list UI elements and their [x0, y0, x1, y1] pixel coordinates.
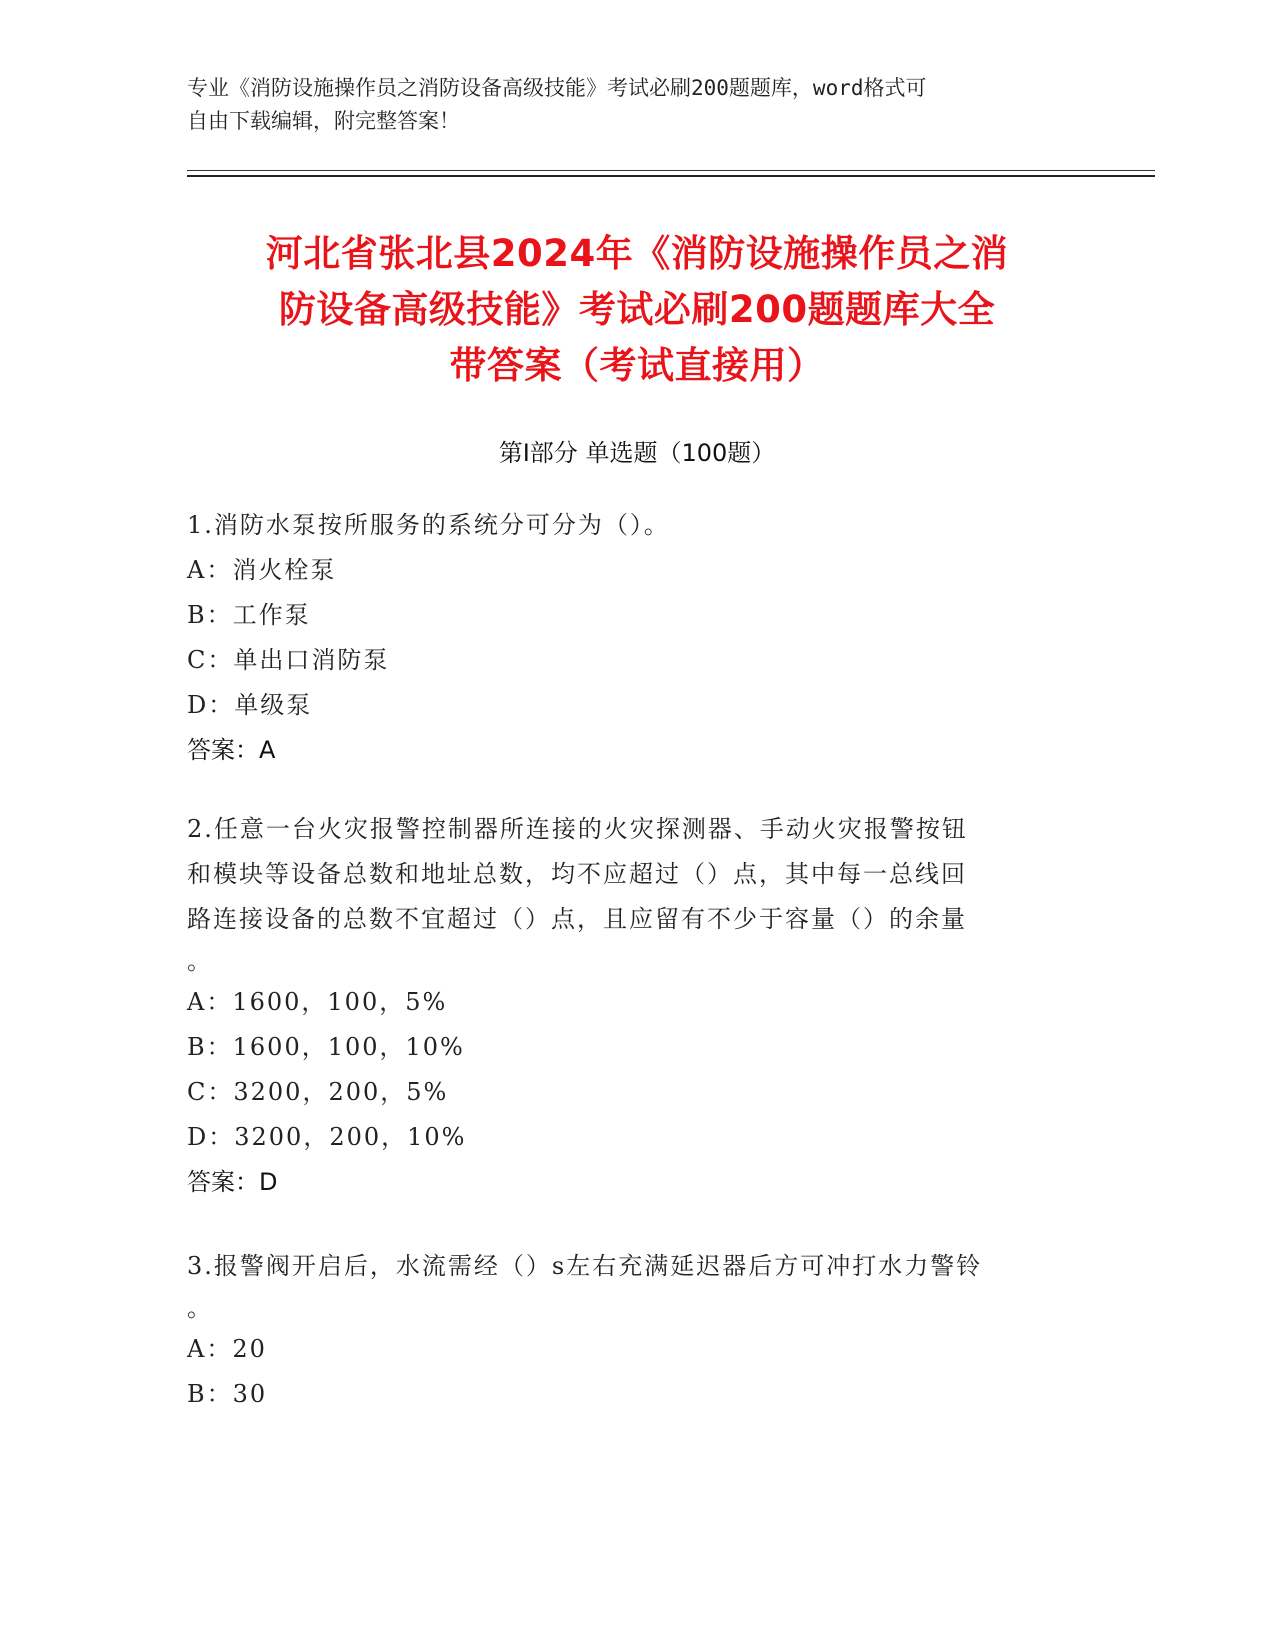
option-a: A：20 — [187, 1335, 267, 1363]
question-stem-line-2: 和模块等设备总数和地址总数，均不应超过（）点，其中每一总线回 — [187, 860, 967, 888]
option-b: B：30 — [187, 1380, 268, 1408]
question-3 — [187, 1244, 1087, 1417]
question-stem-line-2: 。 — [187, 1294, 211, 1322]
header-note — [187, 72, 1067, 138]
option-a: A：1600，100，5% — [187, 988, 448, 1016]
option-c: C：单出口消防泵 — [187, 646, 390, 674]
question-1 — [187, 503, 1087, 773]
document-title-line-1: 河北省张北县2024年《消防设施操作员之消 — [265, 232, 1009, 275]
question-stem-line-4: 。 — [187, 947, 211, 975]
question-stem-line-3: 路连接设备的总数不宜超过（）点，且应留有不少于容量（）的余量 — [187, 905, 967, 933]
document-title-line-3: 带答案（考试直接用） — [449, 344, 825, 387]
answer: 答案：D — [187, 1168, 278, 1196]
header-divider-thin — [187, 170, 1155, 171]
question-2 — [187, 807, 1087, 1205]
option-d: D：单级泵 — [187, 691, 313, 719]
option-c: C：3200，200，5% — [187, 1078, 449, 1106]
question-stem: 1.消防水泵按所服务的系统分可分为（）。 — [187, 511, 670, 539]
option-d: D：3200，200，10% — [187, 1123, 467, 1151]
option-a: A：消火栓泵 — [187, 556, 337, 584]
answer: 答案：A — [187, 736, 276, 764]
option-b: B：工作泵 — [187, 601, 311, 629]
document-title — [187, 226, 1087, 394]
document-title-line-2: 防设备高级技能》考试必刷200题题库大全 — [278, 288, 996, 331]
header-note-line-1: 专业《消防设施操作员之消防设备高级技能》考试必刷200题题库，word格式可 — [187, 76, 927, 100]
question-stem-line-1: 3.报警阀开启后，水流需经（）s左右充满延迟器后方可冲打水力警铃 — [187, 1252, 983, 1280]
section-title: 第Ⅰ部分 单选题（100题） — [498, 439, 776, 467]
question-stem-line-1: 2.任意一台火灾报警控制器所连接的火灾探测器、手动火灾报警按钮 — [187, 815, 968, 843]
header-divider-thick — [187, 175, 1155, 177]
option-b: B：1600，100，10% — [187, 1033, 465, 1061]
header-note-line-2: 自由下载编辑，附完整答案！ — [187, 109, 460, 133]
